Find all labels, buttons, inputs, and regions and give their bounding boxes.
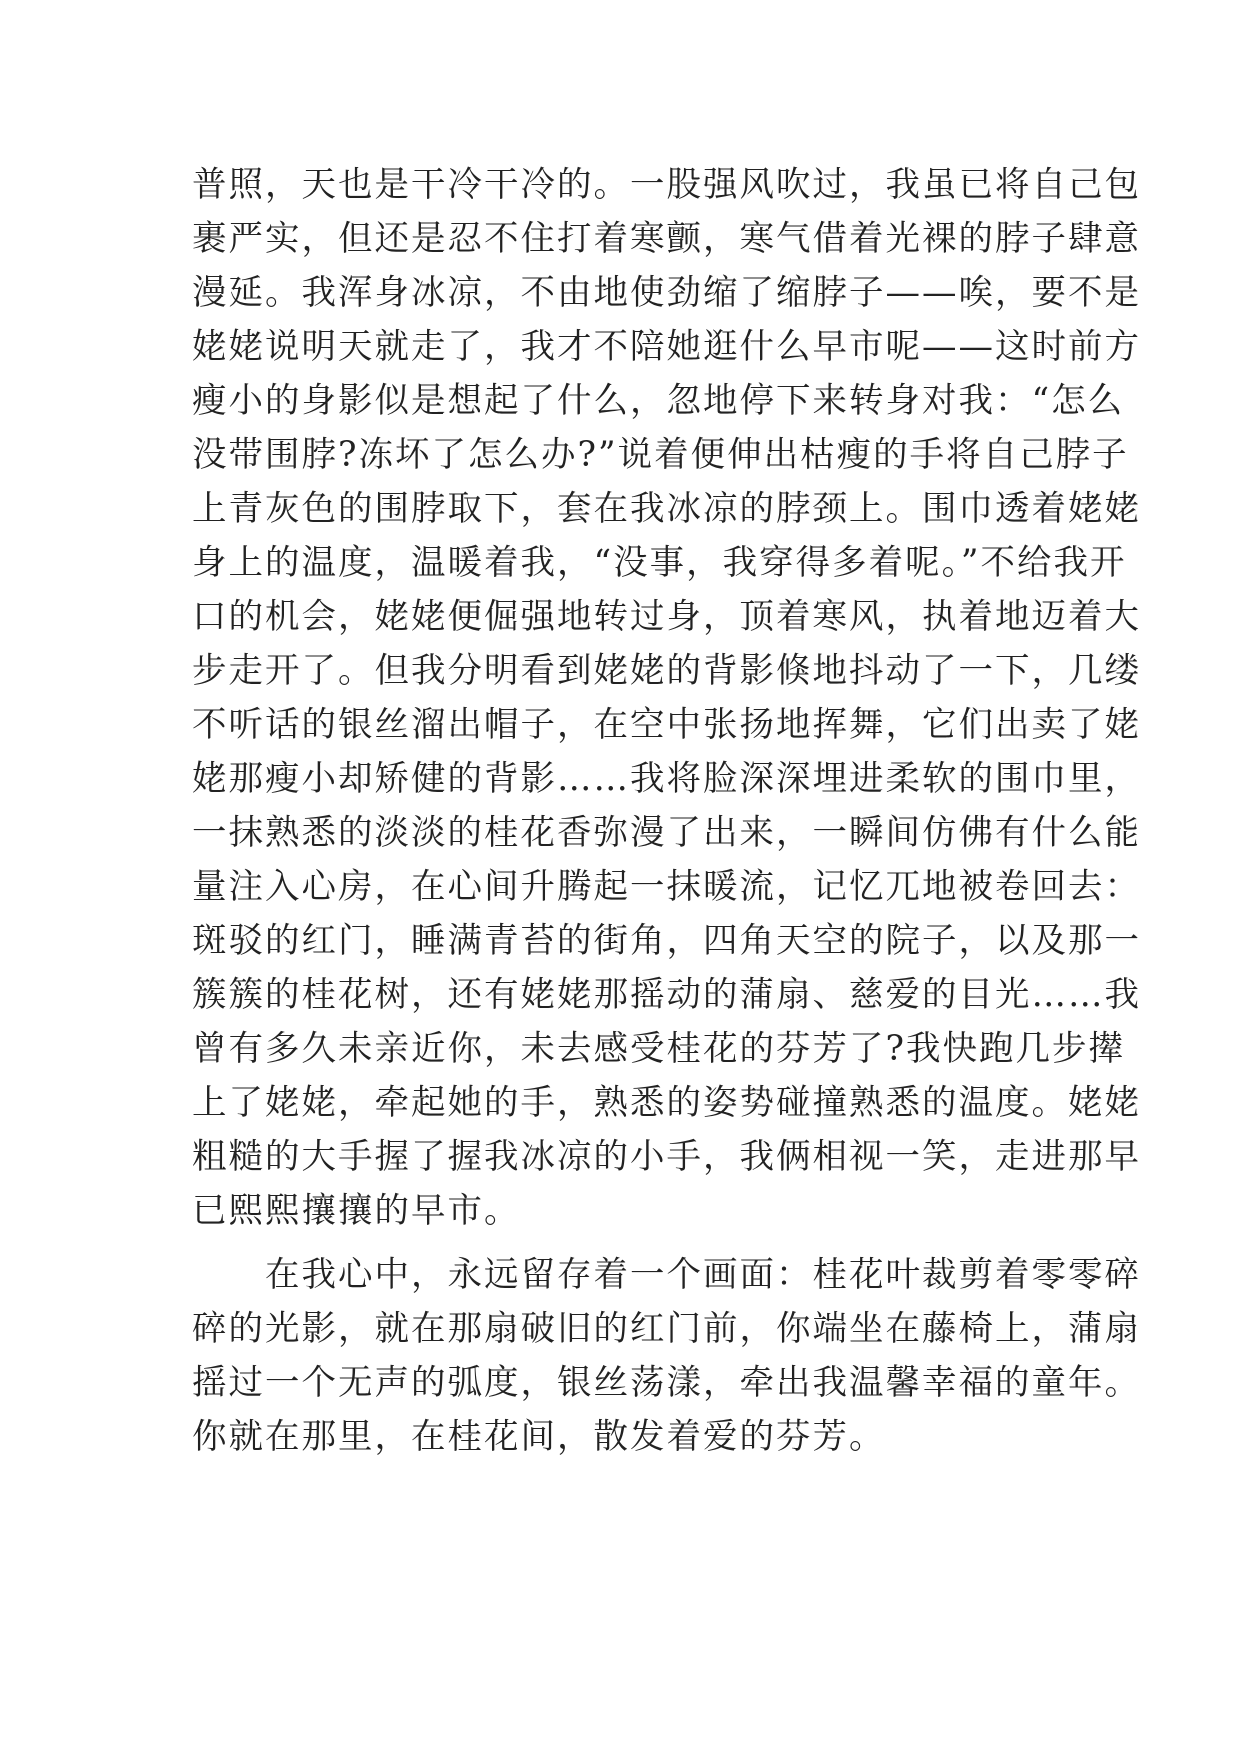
text-line: 姥姥说明天就走了，我才不陪她逛什么早市呢——这时前方 xyxy=(192,327,1141,367)
text-line: 不听话的银丝溜出帽子，在空中张扬地挥舞，它们出卖了姥 xyxy=(192,705,1141,745)
text-line: 你就在那里，在桂花间，散发着爱的芬芳。 xyxy=(192,1417,886,1457)
paragraph-2 xyxy=(192,1248,1141,1464)
text-line: 口的机会，姥姥便倔强地转过身，顶着寒风，执着地迈着大 xyxy=(192,597,1141,637)
text-line: 已熙熙攘攘的早市。 xyxy=(192,1191,521,1231)
paragraph-gap xyxy=(192,1238,1072,1248)
text-line: 粗糙的大手握了握我冰凉的小手，我俩相视一笑，走进那早 xyxy=(192,1137,1141,1177)
text-line: 上了姥姥，牵起她的手，熟悉的姿势碰撞熟悉的温度。姥姥 xyxy=(192,1083,1141,1123)
text-line: 步走开了。但我分明看到姥姥的背影倏地抖动了一下，几缕 xyxy=(192,651,1141,691)
text-line: 身上的温度，温暖着我，“没事，我穿得多着呢。”不给我开 xyxy=(192,543,1127,583)
body-text xyxy=(192,158,1141,1464)
text-line: 普照，天也是干冷干冷的。一股强风吹过，我虽已将自己包 xyxy=(192,165,1141,205)
text-line: 量注入心房，在心间升腾起一抹暖流，记忆兀地被卷回去： xyxy=(192,867,1141,907)
text-line: 漫延。我浑身冰凉，不由地使劲缩了缩脖子——唉，要不是 xyxy=(192,273,1141,313)
text-line: 摇过一个无声的弧度，银丝荡漾，牵出我温馨幸福的童年。 xyxy=(192,1363,1141,1403)
text-line: 一抹熟悉的淡淡的桂花香弥漫了出来，一瞬间仿佛有什么能 xyxy=(192,813,1141,853)
text-line: 姥那瘦小却矫健的背影……我将脸深深埋进柔软的围巾里， xyxy=(192,759,1141,799)
text-line: 瘦小的身影似是想起了什么，忽地停下来转身对我：“怎么 xyxy=(192,381,1125,421)
text-line: 簇簇的桂花树，还有姥姥那摇动的蒲扇、慈爱的目光……我 xyxy=(192,975,1141,1015)
text-line: 斑驳的红门，睡满青苔的街角，四角天空的院子，以及那一 xyxy=(192,921,1141,961)
text-line: 碎的光影，就在那扇破旧的红门前，你端坐在藤椅上，蒲扇 xyxy=(192,1309,1141,1349)
text-line: 裹严实，但还是忍不住打着寒颤，寒气借着光裸的脖子肆意 xyxy=(192,219,1141,259)
text-line: 在我心中，永远留存着一个画面：桂花叶裁剪着零零碎 xyxy=(192,1255,1141,1295)
text-line: 没带围脖?冻坏了怎么办?”说着便伸出枯瘦的手将自己脖子 xyxy=(192,435,1129,475)
text-line: 上青灰色的围脖取下，套在我冰凉的脖颈上。围巾透着姥姥 xyxy=(192,489,1141,529)
paragraph-1 xyxy=(192,158,1141,1238)
text-line: 曾有多久未亲近你，未去感受桂花的芬芳了?我快跑几步撵 xyxy=(192,1029,1125,1069)
